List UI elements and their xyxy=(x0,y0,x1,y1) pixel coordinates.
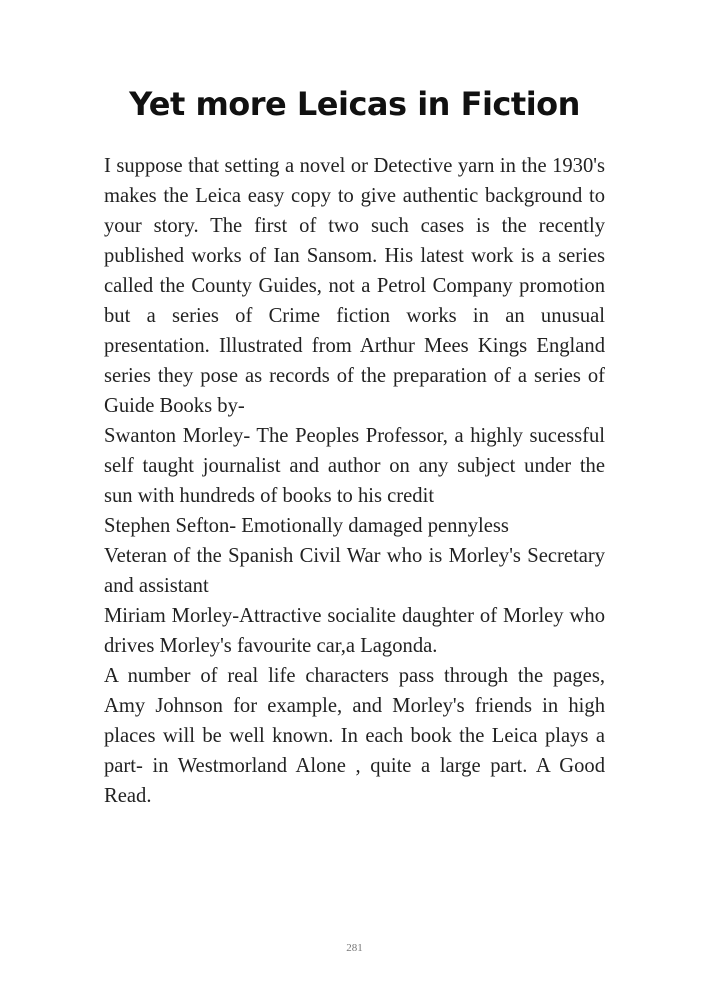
page-number: 281 xyxy=(346,942,363,954)
page-title: Yet more Leicas in Fiction xyxy=(129,85,580,123)
paragraph-closing: A number of real life characters pass through the pages, Amy Johnson for example, and Morley's friends in high places will be well known. In each book the Leica plays a part- in Westmorland Alone , quite a large part. A Good Read. xyxy=(104,665,605,807)
paragraph-veteran: Veteran of the Spanish Civil War who is Morley's Secretary and assistant xyxy=(104,545,605,597)
article-body xyxy=(104,151,605,811)
paragraph-stephen-sefton: Stephen Sefton- Emotionally damaged pennyless xyxy=(104,515,509,537)
paragraph-swanton-morley: Swanton Morley- The Peoples Professor, a highly sucessful self taught journalist and author on any subject under the sun with hundreds of books to his credit xyxy=(104,425,605,507)
paragraph-intro: I suppose that setting a novel or Detective yarn in the 1930's makes the Leica easy copy to give authentic background to your story. The first of two such cases is the recently published works of Ian Sansom. His latest work is a series called the County Guides, not a Petrol Company promotion but a series of Crime fiction works in an unusual presentation. Illustrated from Arthur Mees Kings England series they pose as records of the preparation of a series of Guide Books by- xyxy=(104,155,605,417)
paragraph-miriam-morley: Miriam Morley-Attractive socialite daughter of Morley who drives Morley's favourite car,a Lagonda. xyxy=(104,605,605,657)
